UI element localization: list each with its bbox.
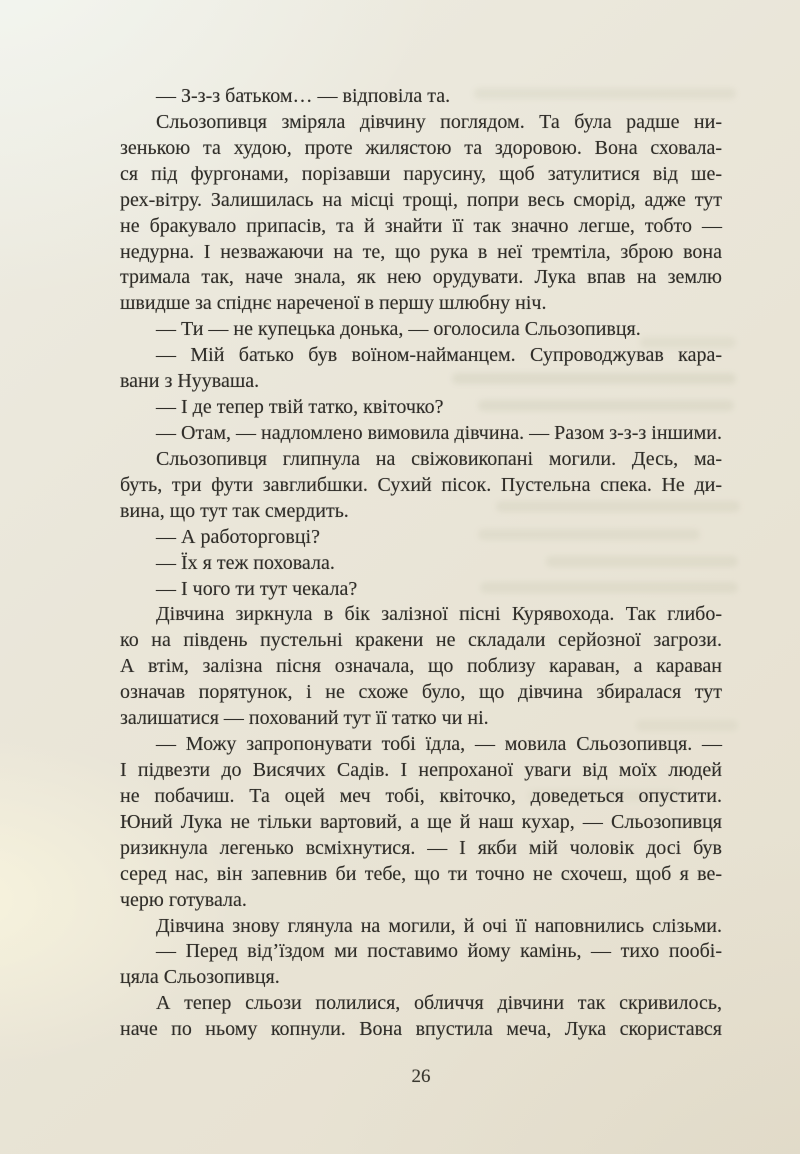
text-line: вани з Нууваша. <box>120 370 260 393</box>
text-line: — З-з-з батьком… — відповіла та. <box>156 85 451 107</box>
text-line: швидше за спіднє нареченої в першу шлюбну ніч. <box>120 292 547 315</box>
text-line: недурна. І незважаючи на те, що рука в неї тремтіла, зброю вона <box>120 240 722 263</box>
text-line: І підвезти до Висячих Садів. І непроханої уваги від моїх людей <box>120 758 722 781</box>
text-line: — Перед від’їздом ми поставимо йому камінь, — тихо пообі- <box>156 940 722 963</box>
page-number: 26 <box>411 1066 431 1087</box>
text-line: серед нас, він запевнив би тебе, що ти точно не схочеш, щоб я ве- <box>120 862 722 885</box>
text-line: тримала так, наче знала, як нею орудувати. Лука впав на землю <box>120 266 722 289</box>
text-line: черю готувала. <box>120 888 247 911</box>
text-line: ризикнула легенько всміхнутися. — І якби мій чоловік досі був <box>120 836 722 859</box>
text-line: Сльозопивця глипнула на свіжовикопані могили. Десь, ма- <box>156 447 722 470</box>
text-line: ко на південь пустельні кракени не складали серйозної загрози. <box>120 629 722 652</box>
text-line: А втім, залізна пісня означала, що поблизу караван, а караван <box>120 655 722 678</box>
text-line: наче по ньому копнули. Вона впустила меча, Лука скористався <box>120 1018 722 1041</box>
text-line: Сльозопивця зміряла дівчину поглядом. Та була радше ни- <box>156 110 722 133</box>
text-line: — Можу запропонувати тобі їдла, — мовила Сльозопивця. — <box>156 733 722 756</box>
text-line: — Отам, — надломлено вимовила дівчина. — Разом з-з-з іншими. <box>156 421 722 444</box>
text-line: зенькою та худою, проте жилястою та здоровою. Вона сховала- <box>120 136 722 159</box>
text-line: — І де тепер твій татко, квіточко? <box>156 396 444 419</box>
text-line: не побачиш. Та оцей меч тобі, квіточко, доведеться опустити. <box>120 784 722 807</box>
text-line: — Мій батько був воїном-найманцем. Супроводжував кара- <box>156 344 722 367</box>
text-line: буть, три фути завглибшки. Сухий пісок. Пустельна спека. Не ди- <box>120 473 722 496</box>
text-block <box>120 84 722 1043</box>
text-line: — І чого ти тут чекала? <box>156 577 358 600</box>
text-line: означав порятунок, і не схоже було, що дівчина збиралася тут <box>120 681 722 704</box>
text-line: залишатися — похований тут її татко чи ні. <box>120 707 489 730</box>
text-line: вина, що тут так смердить. <box>120 499 349 522</box>
text-line: Дівчина зиркнула в бік залізної пісні Курявохода. Так глибо- <box>156 603 722 626</box>
text-line: — А работорговці? <box>156 525 320 548</box>
text-line: не бракувало припасів, та й знайти її так значно легше, тобто — <box>120 214 722 237</box>
text-line: А тепер сльози полилися, обличчя дівчини так скривилось, <box>156 992 722 1015</box>
text-line: ся під фургонами, порізавши парусину, щоб затулитися від ше- <box>120 162 722 185</box>
text-line: — Їх я теж поховала. <box>156 551 335 574</box>
text-line: Юний Лука не тільки вартовий, а ще й наш кухар, — Сльозопивця <box>120 810 722 833</box>
text-line: Дівчина знову глянула на могили, й очі її наповнились слізьми. <box>156 914 722 937</box>
text-line: цяла Сльозопивця. <box>120 966 280 989</box>
text-line: рех-вітру. Залишилась на місці трощі, попри весь сморід, адже тут <box>120 188 722 211</box>
text-line: — Ти — не купецька донька, — оголосила Сльозопивця. <box>156 318 641 341</box>
